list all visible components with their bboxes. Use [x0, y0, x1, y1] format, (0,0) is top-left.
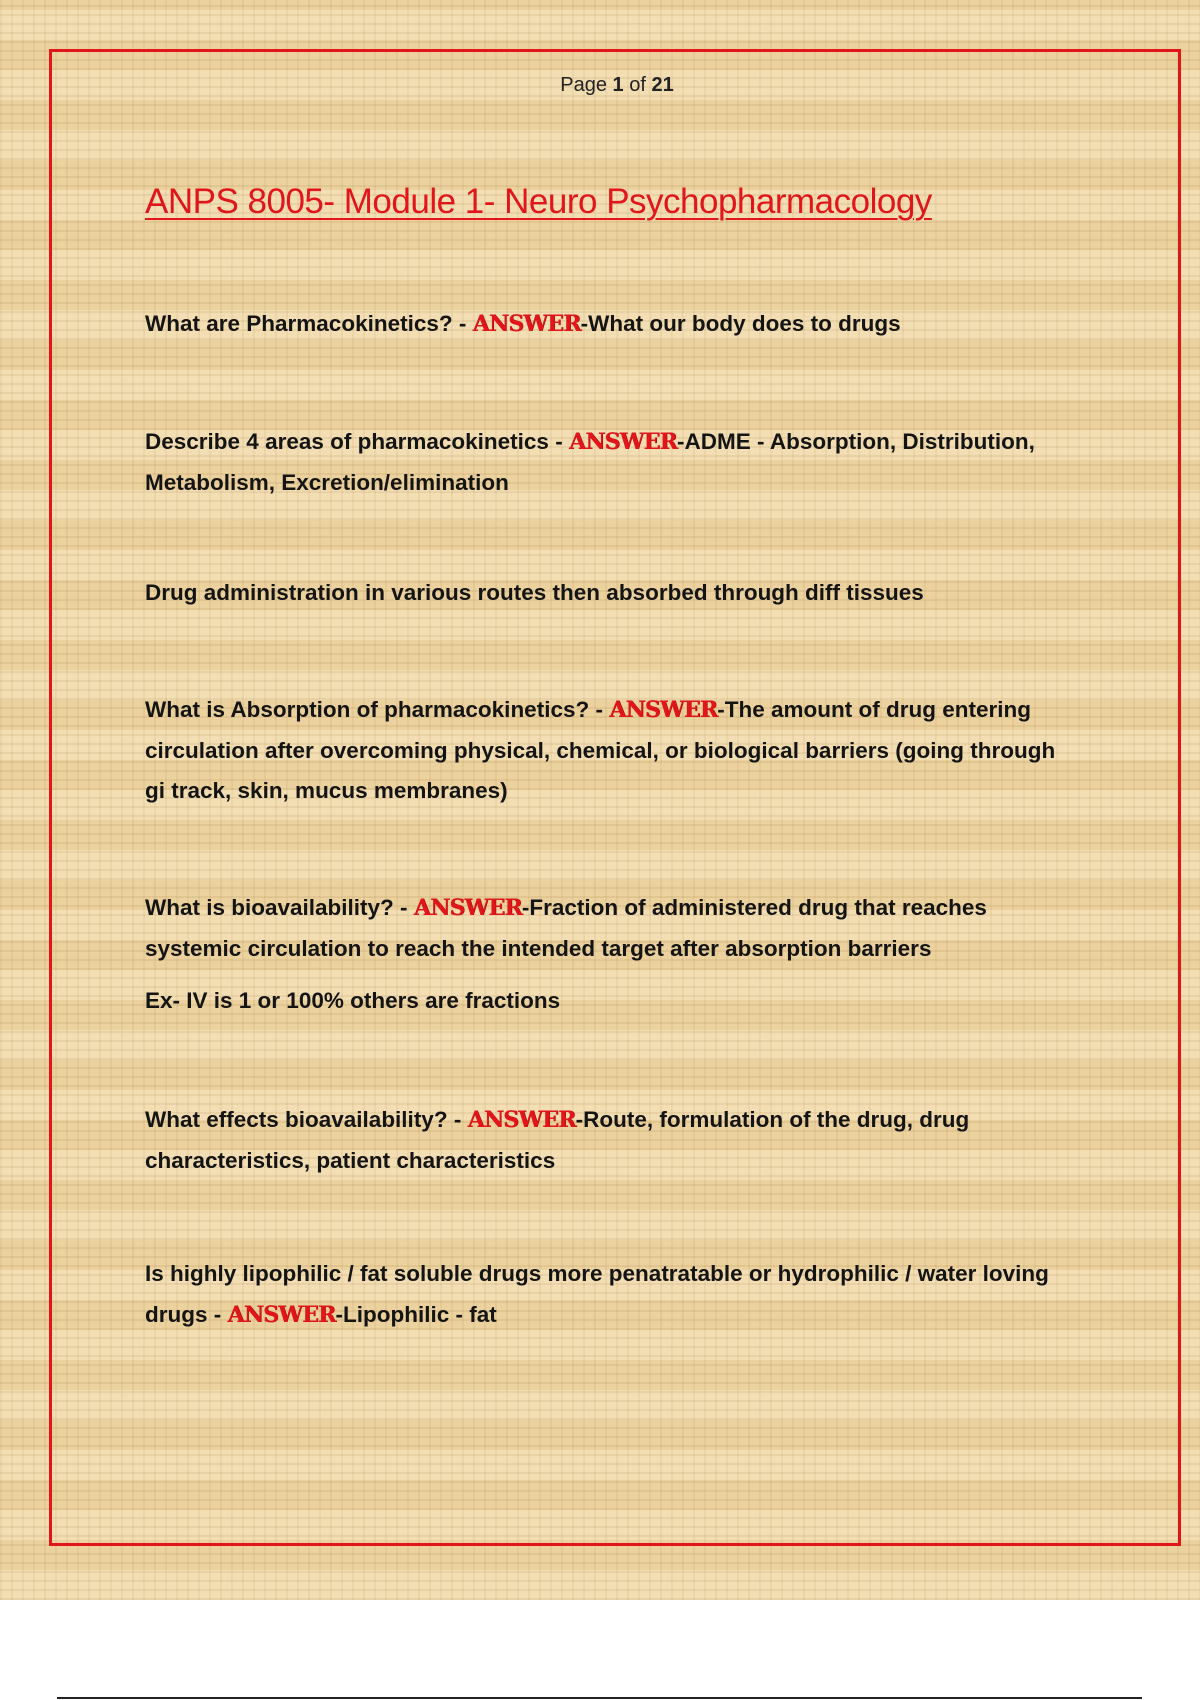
question-text: What are Pharmacokinetics? -	[145, 311, 473, 336]
answer-text: -The amount of drug entering circulation after overcoming physical, chemical, or biological barriers (going through gi track, skin, mucus membranes)	[145, 697, 1056, 803]
answer-text: -What our body does to drugs	[580, 311, 901, 336]
page-label-mid: of	[629, 74, 646, 96]
answer-text: -Route, formulation of the drug, drug characteristics, patient characteristics	[145, 1107, 970, 1173]
qa-item-lipophilic	[145, 1254, 1065, 1335]
question-text: Is highly lipophilic / fat soluble drugs more penatratable or hydrophilic / water loving drugs -	[145, 1261, 1049, 1327]
question-text: What effects bioavailability? -	[145, 1107, 468, 1132]
qa-item-areas	[145, 422, 1065, 503]
footer-divider	[57, 1697, 1142, 1699]
qa-main	[145, 888, 1065, 969]
question-text: What is Absorption of pharmacokinetics? -	[145, 697, 610, 722]
document-title: ANPS 8005- Module 1- Neuro Psychopharmacology	[145, 182, 932, 221]
qa-item-bioavailability	[145, 888, 1065, 1022]
answer-text: -ADME - Absorption, Distribution, Metabolism, Excretion/elimination	[145, 429, 1035, 495]
answer-tag: ANSWER	[467, 1107, 576, 1133]
qa-item-absorption	[145, 690, 1065, 812]
page-current: 1	[612, 74, 624, 96]
answer-tag: ANSWER	[413, 895, 522, 921]
page-total: 21	[651, 74, 674, 96]
example-note: Ex- IV is 1 or 100% others are fractions	[145, 988, 561, 1013]
question-text: Describe 4 areas of pharmacokinetics -	[145, 429, 569, 454]
answer-tag: ANSWER	[472, 311, 581, 337]
answer-text: -Fraction of administered drug that reaches systemic circulation to reach the intended target after absorption barriers	[145, 895, 987, 961]
qa-item-pharmacokinetics	[145, 304, 1065, 345]
statement-text: Drug administration in various routes then absorbed through diff tissues	[145, 580, 924, 605]
page-label-prefix: Page	[560, 74, 607, 96]
answer-tag: ANSWER	[227, 1301, 336, 1328]
question-text: What is bioavailability? -	[145, 895, 414, 920]
answer-tag: ANSWER	[609, 697, 718, 723]
answer-tag: ANSWER	[568, 429, 677, 455]
statement-drug-administration	[145, 573, 1065, 614]
qa-item-effects-bioavailability	[145, 1100, 1065, 1181]
page-number	[0, 74, 1200, 97]
answer-text: -Lipophilic - fat	[335, 1301, 497, 1327]
